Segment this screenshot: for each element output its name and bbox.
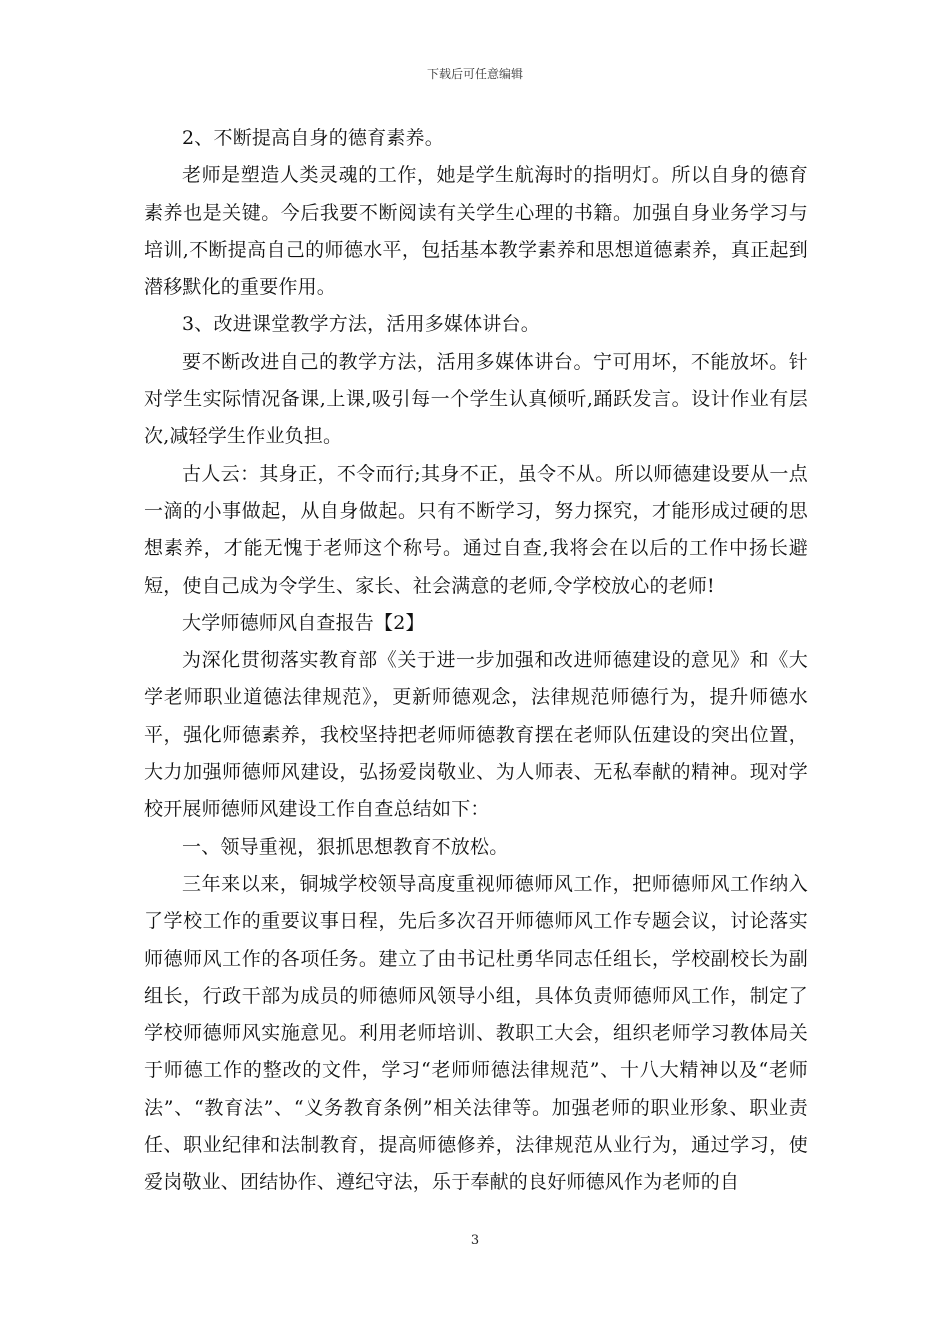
page-number: 3: [470, 1233, 480, 1248]
section-heading-1: 一、领导重视，狠抓思想教育不放松。: [182, 835, 509, 858]
body-paragraph: 老师是塑造人类灵魂的工作，她是学生航海时的指明灯。所以自身的德育素养也是关键。今后我要不断阅读有关学生心理的书籍。加强自身业务学习与培训,不断提高自己的师德水平，包括基本教学素养和思想道德素养，真正起到潜移默化的重要作用。: [144, 164, 808, 299]
document-body: [144, 120, 808, 1202]
section-heading-2: 2、不断提高自身的德育素养。: [182, 127, 444, 149]
body-paragraph: 要不断改进自己的教学方法，活用多媒体讲台。宁可用坏，不能放坏。针对学生实际情况备课,上课,吸引每一个学生认真倾听,踊跃发言。设计作业有层次,减轻学生作业负担。: [144, 350, 808, 448]
section-heading-3: 3、改进课堂教学方法，活用多媒体讲台。: [182, 313, 540, 336]
body-paragraph: 为深化贯彻落实教育部《关于进一步加强和改进师德建设的意见》和《大学老师职业道德法律规范》，更新师德观念，法律规范师德行为，提升师德水平，强化师德素养，我校坚持把老师师德教育摆在老师队伍建设的突出位置，大力加强师德师风建设，弘扬爱岗敬业、为人师表、无私奉献的精神。现对学校开展师德师风建设工作自查总结如下：: [144, 649, 808, 821]
report-title: 大学师德师风自查报告【2】: [182, 611, 425, 634]
body-paragraph: 古人云：其身正，不令而行;其身不正，虽令不从。所以师德建设要从一点一滴的小事做起，从自身做起。只有不断学习，努力探究，才能形成过硬的思想素养，才能无愧于老师这个称号。通过自查,我将会在以后的工作中扬长避短，使自己成为令学生、家长、社会满意的老师,令学校放心的老师!: [144, 462, 808, 597]
body-paragraph: 三年来以来，铜城学校领导高度重视师德师风工作，把师德师风工作纳入了学校工作的重要议事日程，先后多次召开师德师风工作专题会议，讨论落实师德师风工作的各项任务。建立了由书记杜勇华同志任组长，学校副校长为副组长，行政干部为成员的师德师风领导小组，具体负责师德师风工作，制定了学校师德师风实施意见。利用老师培训、教职工大会，组织老师学习教体局关于师德工作的整改的文件，学习“老师师德法律规范”、十八大精神以及“老师法”、“教育法”、“义务教育条例”相关法律等。加强老师的职业形象、职业责任、职业纪律和法制教育，提高师德修养，法律规范从业行为，通过学习，使爱岗敬业、团结协作、遵纪守法，乐于奉献的良好师德风作为老师的自: [144, 872, 808, 1194]
page-header: 下载后可任意编辑: [426, 67, 523, 81]
